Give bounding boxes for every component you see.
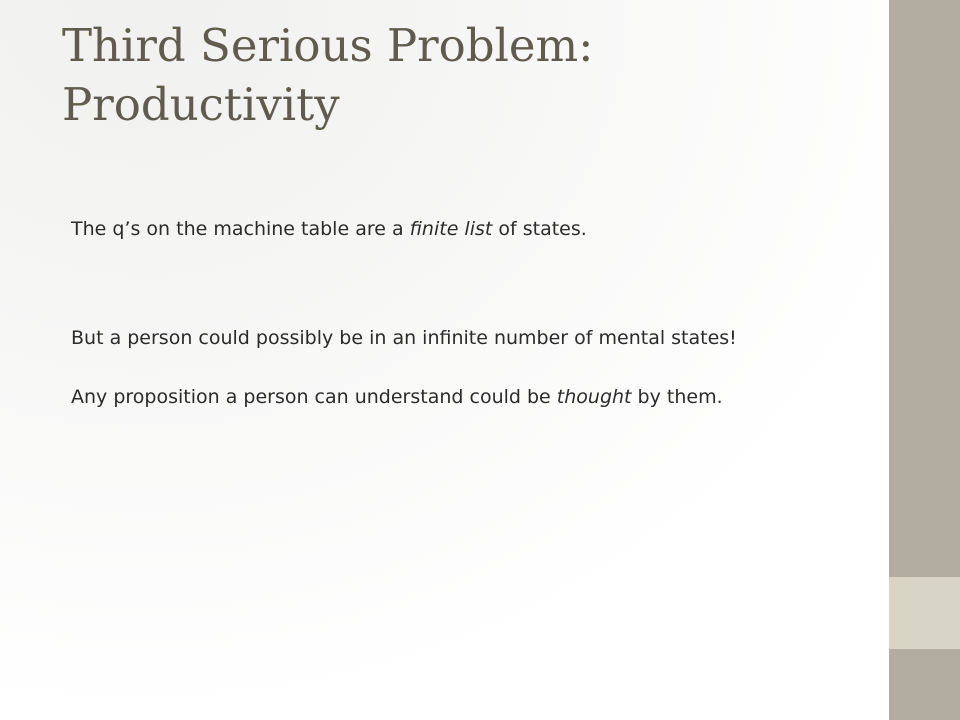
slide-title-line-2: Productivity [62, 78, 340, 131]
paragraph-infinite-states: But a person could possibly be in an infinite number of mental states! [71, 327, 737, 349]
slide-title [62, 16, 862, 134]
paragraph-1-emphasis: finite list [409, 218, 493, 240]
slide-title-line-1: Third Serious Problem: [62, 19, 594, 72]
paragraph-1-text-before: The q’s on the machine table are a [71, 218, 410, 240]
paragraph-proposition [71, 381, 831, 414]
slide-body [71, 213, 831, 414]
paragraph-1-text-after: of states. [492, 218, 587, 240]
paragraph-finite-list [71, 213, 831, 246]
paragraph-3-emphasis: thought [556, 386, 632, 408]
paragraph-3-text-after: by them. [631, 386, 723, 408]
paragraph-3-text-before: Any proposition a person can understand could be [71, 386, 557, 408]
sidebar-accent-block [889, 577, 960, 649]
